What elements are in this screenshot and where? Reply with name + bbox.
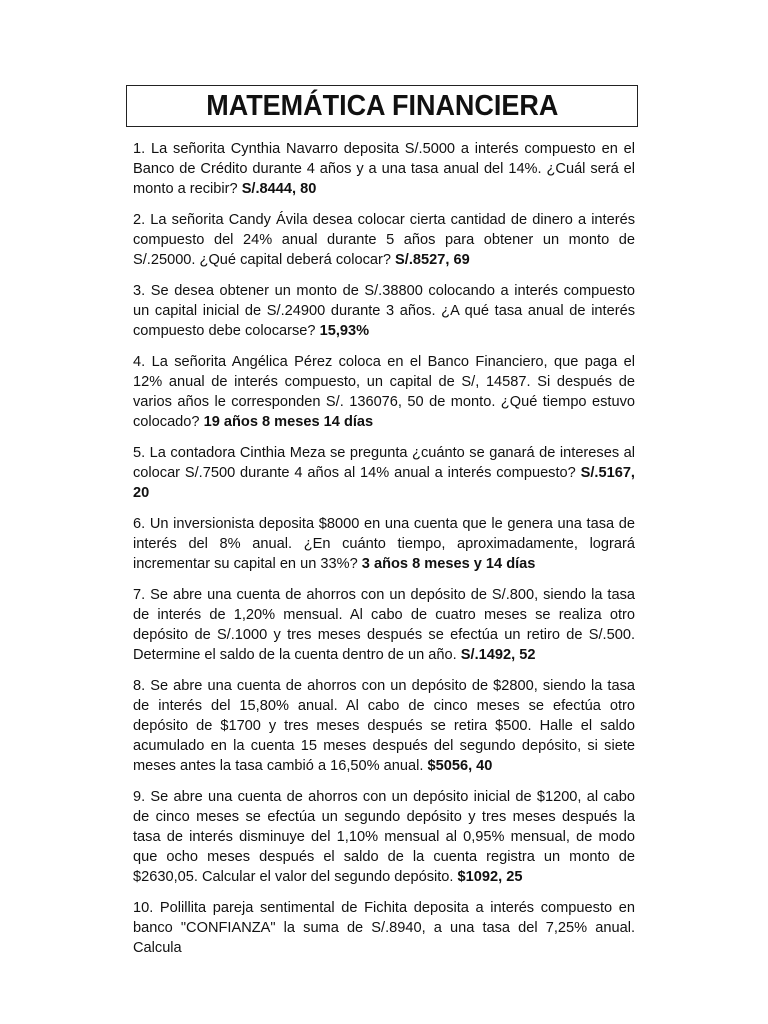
- problem-10: [133, 898, 635, 958]
- problem-text: 1. La señorita Cynthia Navarro deposita S/.5000 a interés compuesto en el Banco de Crédito durante 4 años y a una tasa anual del 14%. ¿Cuál será el monto a recibir?: [133, 141, 635, 197]
- problem-answer: 15,93%: [319, 323, 370, 339]
- problem-text: 2. La señorita Candy Ávila desea colocar cierta cantidad de dinero a interés compuesto del 24% anual durante 5 años para obtener un monto de S/.25000. ¿Qué capital deberá colocar?: [133, 212, 635, 268]
- problem-text: 3. Se desea obtener un monto de S/.38800 colocando a interés compuesto un capital inicial de S/.24900 durante 3 años. ¿A qué tasa anual de interés compuesto debe colocarse?: [133, 283, 635, 339]
- problem-8: [133, 676, 635, 776]
- title-box: [126, 85, 638, 127]
- problem-9: [133, 787, 635, 887]
- problem-5: [133, 443, 635, 503]
- problem-list: [133, 139, 635, 969]
- problem-answer: S/.8527, 69: [395, 252, 470, 268]
- problem-answer: 3 años 8 meses y 14 días: [361, 556, 536, 572]
- problem-1: [133, 139, 635, 199]
- problem-text: 8. Se abre una cuenta de ahorros con un depósito de $2800, siendo la tasa de interés del 15,80% anual. Al cabo de cinco meses se efectúa otro depósito de $1700 y tres meses después se retira $500. Halle el saldo acumulado en la cuenta 15 meses después del segundo depósito, si siete meses antes la tasa cambió a 16,50% anual.: [133, 678, 635, 774]
- problem-7: [133, 585, 635, 665]
- document-title: MATEMÁTICA FINANCIERA: [205, 89, 559, 122]
- problem-text: 5. La contadora Cinthia Meza se pregunta ¿cuánto se ganará de intereses al colocar S/.7500 durante 4 años al 14% anual a interés compuesto?: [133, 445, 635, 481]
- problem-4: [133, 352, 635, 432]
- problem-text: 10. Polillita pareja sentimental de Fichita deposita a interés compuesto en banco "CONFIANZA" la suma de S/.8940, a una tasa del 7,25% anual. Calcula: [133, 900, 635, 956]
- problem-6: [133, 514, 635, 574]
- problem-answer: $5056, 40: [427, 758, 493, 774]
- problem-text: 7. Se abre una cuenta de ahorros con un depósito de S/.800, siendo la tasa de interés de 1,20% mensual. Al cabo de cuatro meses se realiza otro depósito de S/.1000 y tres meses después se efectúa un retiro de S/.500. Determine el saldo de la cuenta dentro de un año.: [133, 587, 635, 663]
- problem-text: 9. Se abre una cuenta de ahorros con un depósito inicial de $1200, al cabo de cinco meses se efectúa un segundo depósito y tres meses después la tasa de interés disminuye del 1,10% mensual al 0,95% mensual, de modo que ocho meses después el saldo de la cuenta registra un monto de $2630,05. Calcular el valor del segundo depósito.: [133, 789, 635, 885]
- problem-text: 6. Un inversionista deposita $8000 en una cuenta que le genera una tasa de interés del 8% anual. ¿En cuánto tiempo, aproximadamente, logrará incrementar su capital en un 33%?: [133, 516, 635, 572]
- problem-answer: $1092, 25: [457, 869, 523, 885]
- problem-answer: S/.1492, 52: [460, 647, 536, 663]
- problem-answer: 19 años 8 meses 14 días: [203, 414, 374, 430]
- problem-3: [133, 281, 635, 341]
- problem-answer: S/.8444, 80: [241, 181, 317, 197]
- problem-2: [133, 210, 635, 270]
- problem-text: 4. La señorita Angélica Pérez coloca en el Banco Financiero, que paga el 12% anual de interés compuesto, un capital de S/, 14587. Si después de varios años le corresponden S/. 136076, 50 de monto. ¿Qué tiempo estuvo colocado?: [133, 354, 635, 430]
- problem-answer: S/.5167, 20: [133, 465, 635, 501]
